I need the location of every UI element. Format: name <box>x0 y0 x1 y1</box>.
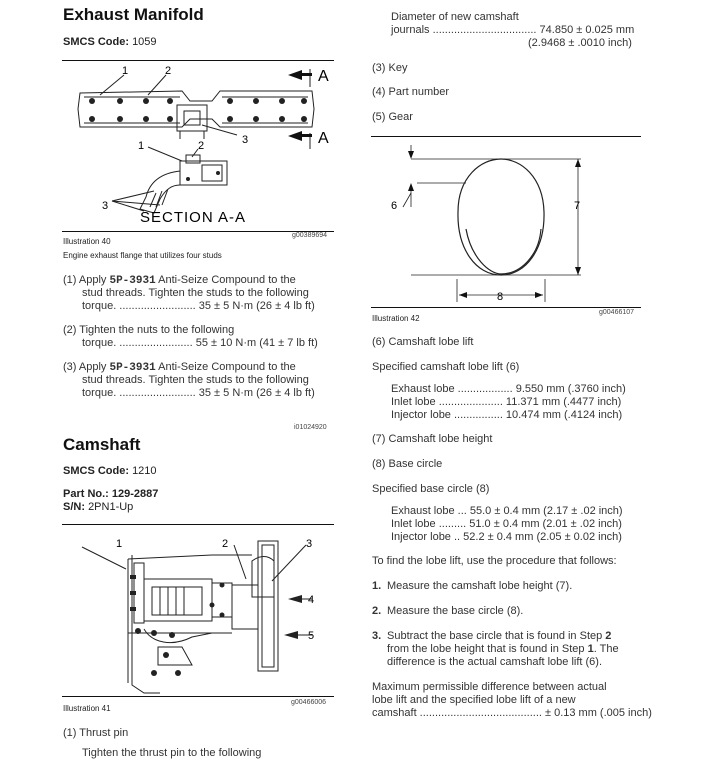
procedure-step-1-number: 1. <box>372 580 382 592</box>
exhaust-base-circle: Exhaust lobe ... 55.0 ± 0.4 mm (2.17 ± .02 inch) <box>391 505 623 517</box>
fig41-callout-3: 3 <box>306 538 313 550</box>
step-1-line-1: (1) Apply 5P-3931 Anti-Seize Compound to the <box>63 274 296 287</box>
fig40-callout-1: 1 <box>122 65 129 77</box>
step-1-line-2: stud threads. Tighten the studs to the following <box>82 287 309 299</box>
illustration-41-caption: Illustration 41 <box>63 704 111 713</box>
procedure-step-3-line-2: from the lobe height that is found in Step 1. The <box>387 643 619 655</box>
step-3-line-3: torque. ......................... 35 ± 5 N·m (26 ± 4 lb ft) <box>82 387 315 399</box>
item-part-number: (4) Part number <box>372 86 450 98</box>
fig40-section-callout-2: 2 <box>198 140 205 152</box>
fig40-section-callout-1: 1 <box>138 140 145 152</box>
item-gear: (5) Gear <box>372 111 413 123</box>
exhaust-manifold-title: Exhaust Manifold <box>63 5 204 24</box>
camshaft-smcs-code: SMCS Code: 1210 <box>63 465 157 477</box>
camshaft-thrust-illustration <box>62 525 334 695</box>
step-3-line-1: (3) Apply 5P-3931 Anti-Seize Compound to the <box>63 361 296 374</box>
illustration-42-caption: Illustration 42 <box>372 314 420 323</box>
exhaust-lobe-lift: Exhaust lobe .................. 9.550 mm (.3760 inch) <box>391 383 626 395</box>
fig40-callout-3: 3 <box>242 134 249 146</box>
fig40-callout-2: 2 <box>165 65 172 77</box>
specified-base-circle-heading: Specified base circle (8) <box>372 483 490 495</box>
procedure-step-2-number: 2. <box>372 605 382 617</box>
illustration-40-id: g00389694 <box>292 232 328 239</box>
fig41-callout-5: 5 <box>308 630 315 642</box>
fig41-callout-4: 4 <box>308 594 315 606</box>
thrust-pin-instruction: Tighten the thrust pin to the following <box>82 747 262 759</box>
inlet-base-circle: Inlet lobe ......... 51.0 ± 0.4 mm (2.01 ± .02 inch) <box>391 518 622 530</box>
figure-41-rule-bottom <box>62 696 334 697</box>
item-key: (3) Key <box>372 62 408 74</box>
injector-base-circle: Injector lobe .. 52.2 ± 0.4 mm (2.05 ± 0.02 inch) <box>391 531 622 543</box>
procedure-step-3-line-1: Subtract the base circle that is found in Step 2 <box>387 630 612 642</box>
camshaft-title: Camshaft <box>63 435 141 454</box>
injector-lobe-lift: Injector lobe ................ 10.474 mm (.4124 inch) <box>391 409 623 421</box>
fig42-callout-8: 8 <box>497 291 504 303</box>
fig41-callout-2: 2 <box>222 538 229 550</box>
item-lobe-height: (7) Camshaft lobe height <box>372 433 493 445</box>
fig40-section-callout-3: 3 <box>102 200 109 212</box>
procedure-step-3-line-3: difference is the actual camshaft lobe lift (6). <box>387 656 603 668</box>
max-difference-line-1: Maximum permissible difference between actual <box>372 681 607 693</box>
fig42-callout-6: 6 <box>391 200 398 212</box>
camshaft-lobe-illustration <box>371 137 641 307</box>
step-1-line-3: torque. ......................... 35 ± 5 N·m (26 ± 4 lb ft) <box>82 300 315 312</box>
illustration-40-caption: Illustration 40 <box>63 237 111 246</box>
max-difference-line-2: lobe lift and the specified lobe lift of a new <box>372 694 576 706</box>
diameter-line-1: Diameter of new camshaft <box>391 11 519 23</box>
inlet-lobe-lift: Inlet lobe ..................... 11.371 mm (.4477 inch) <box>391 396 622 408</box>
step-2-line-2: torque. ........................ 55 ± 10 N·m (41 ± 7 lb ft) <box>82 337 318 349</box>
section-marker-a-bottom: A <box>318 130 329 147</box>
illustration-42-id: g00466107 <box>599 309 635 316</box>
diameter-line-2: journals .................................. 74.850 ± 0.025 mm <box>391 24 635 36</box>
section-marker-a-top: A <box>318 68 329 85</box>
diameter-line-3: (2.9468 ± .0010 inch) <box>528 37 632 49</box>
figure-42-rule-bottom <box>371 307 641 308</box>
step-2-line-1: (2) Tighten the nuts to the following <box>63 324 235 336</box>
exhaust-manifold-illustration <box>62 61 334 231</box>
specified-lobe-lift-heading: Specified camshaft lobe lift (6) <box>372 361 520 373</box>
procedure-step-1: Measure the camshaft lobe height (7). <box>387 580 573 592</box>
step-3-line-2: stud threads. Tighten the studs to the following <box>82 374 309 386</box>
fig42-callout-7: 7 <box>574 200 581 212</box>
item-base-circle: (8) Base circle <box>372 458 443 470</box>
illustration-41-id: g00466006 <box>291 699 327 706</box>
exhaust-smcs-code: SMCS Code: 1059 <box>63 36 157 48</box>
section-a-a-label: SECTION A-A <box>140 209 247 226</box>
section-id: i01024920 <box>294 424 327 431</box>
procedure-step-2: Measure the base circle (8). <box>387 605 524 617</box>
serial-number: S/N: 2PN1-Up <box>63 501 134 513</box>
max-difference-line-3: camshaft ........................................ ± 0.13 mm (.005 inch) <box>372 707 652 719</box>
procedure-intro: To find the lobe lift, use the procedure that follows: <box>372 555 617 567</box>
fig41-callout-1: 1 <box>116 538 123 550</box>
illustration-40-description: Engine exhaust flange that utilizes four studs <box>63 251 222 260</box>
item-lobe-lift: (6) Camshaft lobe lift <box>372 336 474 348</box>
thrust-pin-item: (1) Thrust pin <box>63 727 129 739</box>
procedure-step-3-number: 3. <box>372 630 382 642</box>
part-number: Part No.: 129-2887 <box>63 488 159 500</box>
